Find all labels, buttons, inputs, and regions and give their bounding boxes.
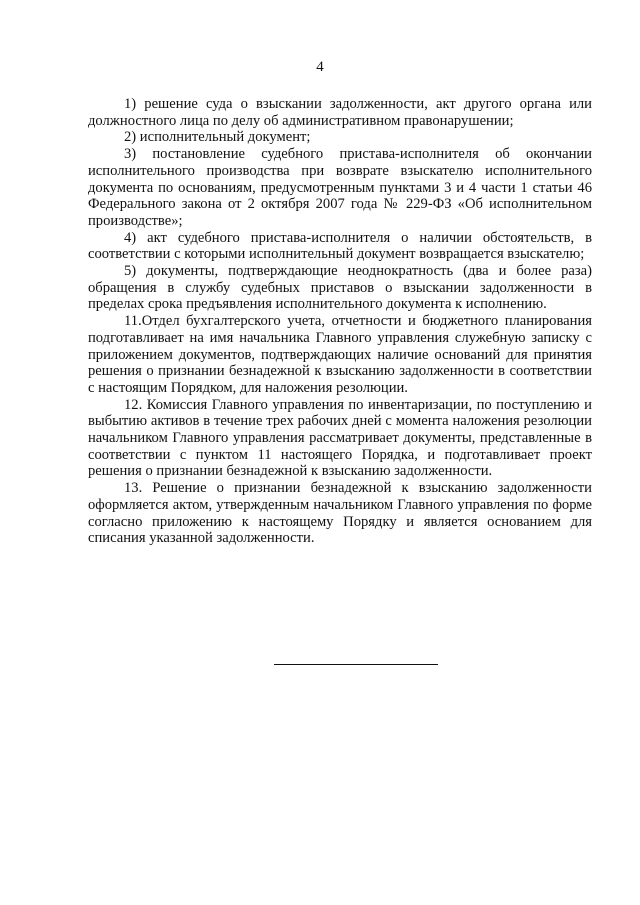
- document-body: [88, 96, 592, 547]
- paragraph-item-5: 5) документы, подтверждающие неоднократность (два и более раза) обращения в службу судебных приставов о взыскании задолженности в пределах срока предъявления исполнительного документа к исполнению.: [88, 263, 592, 313]
- paragraph-clause-11: 11.Отдел бухгалтерского учета, отчетности и бюджетного планирования подготавливает на имя начальника Главного управления служебную записку с приложением документов, подтверждающих наличие оснований для принятия решения о признании безнадежной к взысканию задолженности в соответствии с настоящим Порядком, для наложения резолюции.: [88, 313, 592, 396]
- page-number: 4: [316, 59, 324, 75]
- paragraph-item-4: 4) акт судебного пристава-исполнителя о наличии обстоятельств, в соответствии с которыми исполнительный документ возвращается взыскателю;: [88, 229, 592, 263]
- paragraph-clause-12: 12. Комиссия Главного управления по инвентаризации, по поступлению и выбытию активов в течение трех рабочих дней с момента наложения резолюции начальником Главного управления рассматривает документы, представленные в соответствии с пунктом 11 настоящего Порядка, и подготавливает проект решения о признании безнадежной к взысканию задолженности.: [88, 396, 592, 480]
- paragraph-item-1: 1) решение суда о взыскании задолженности, акт другого органа или должностного лица по делу об административном правонарушении;: [88, 96, 592, 129]
- end-divider-line: [274, 664, 438, 665]
- paragraph-item-3: 3) постановление судебного пристава-исполнителя об окончании исполнительного производства при возврате взыскателю исполнительного документа по основаниям, предусмотренным пунктами 3 и 4 части 1 статьи 46 Федерального закона от 2 октября 2007 года № 229-ФЗ «Об исполнительном производстве»;: [88, 146, 592, 229]
- paragraph-clause-13: 13. Решение о признании безнадежной к взысканию задолженности оформляется актом, утвержденным начальником Главного управления по форме согласно приложению к настоящему Порядку и является основанием для списания указанной задолженности.: [88, 480, 592, 547]
- paragraph-item-2: 2) исполнительный документ;: [124, 129, 311, 146]
